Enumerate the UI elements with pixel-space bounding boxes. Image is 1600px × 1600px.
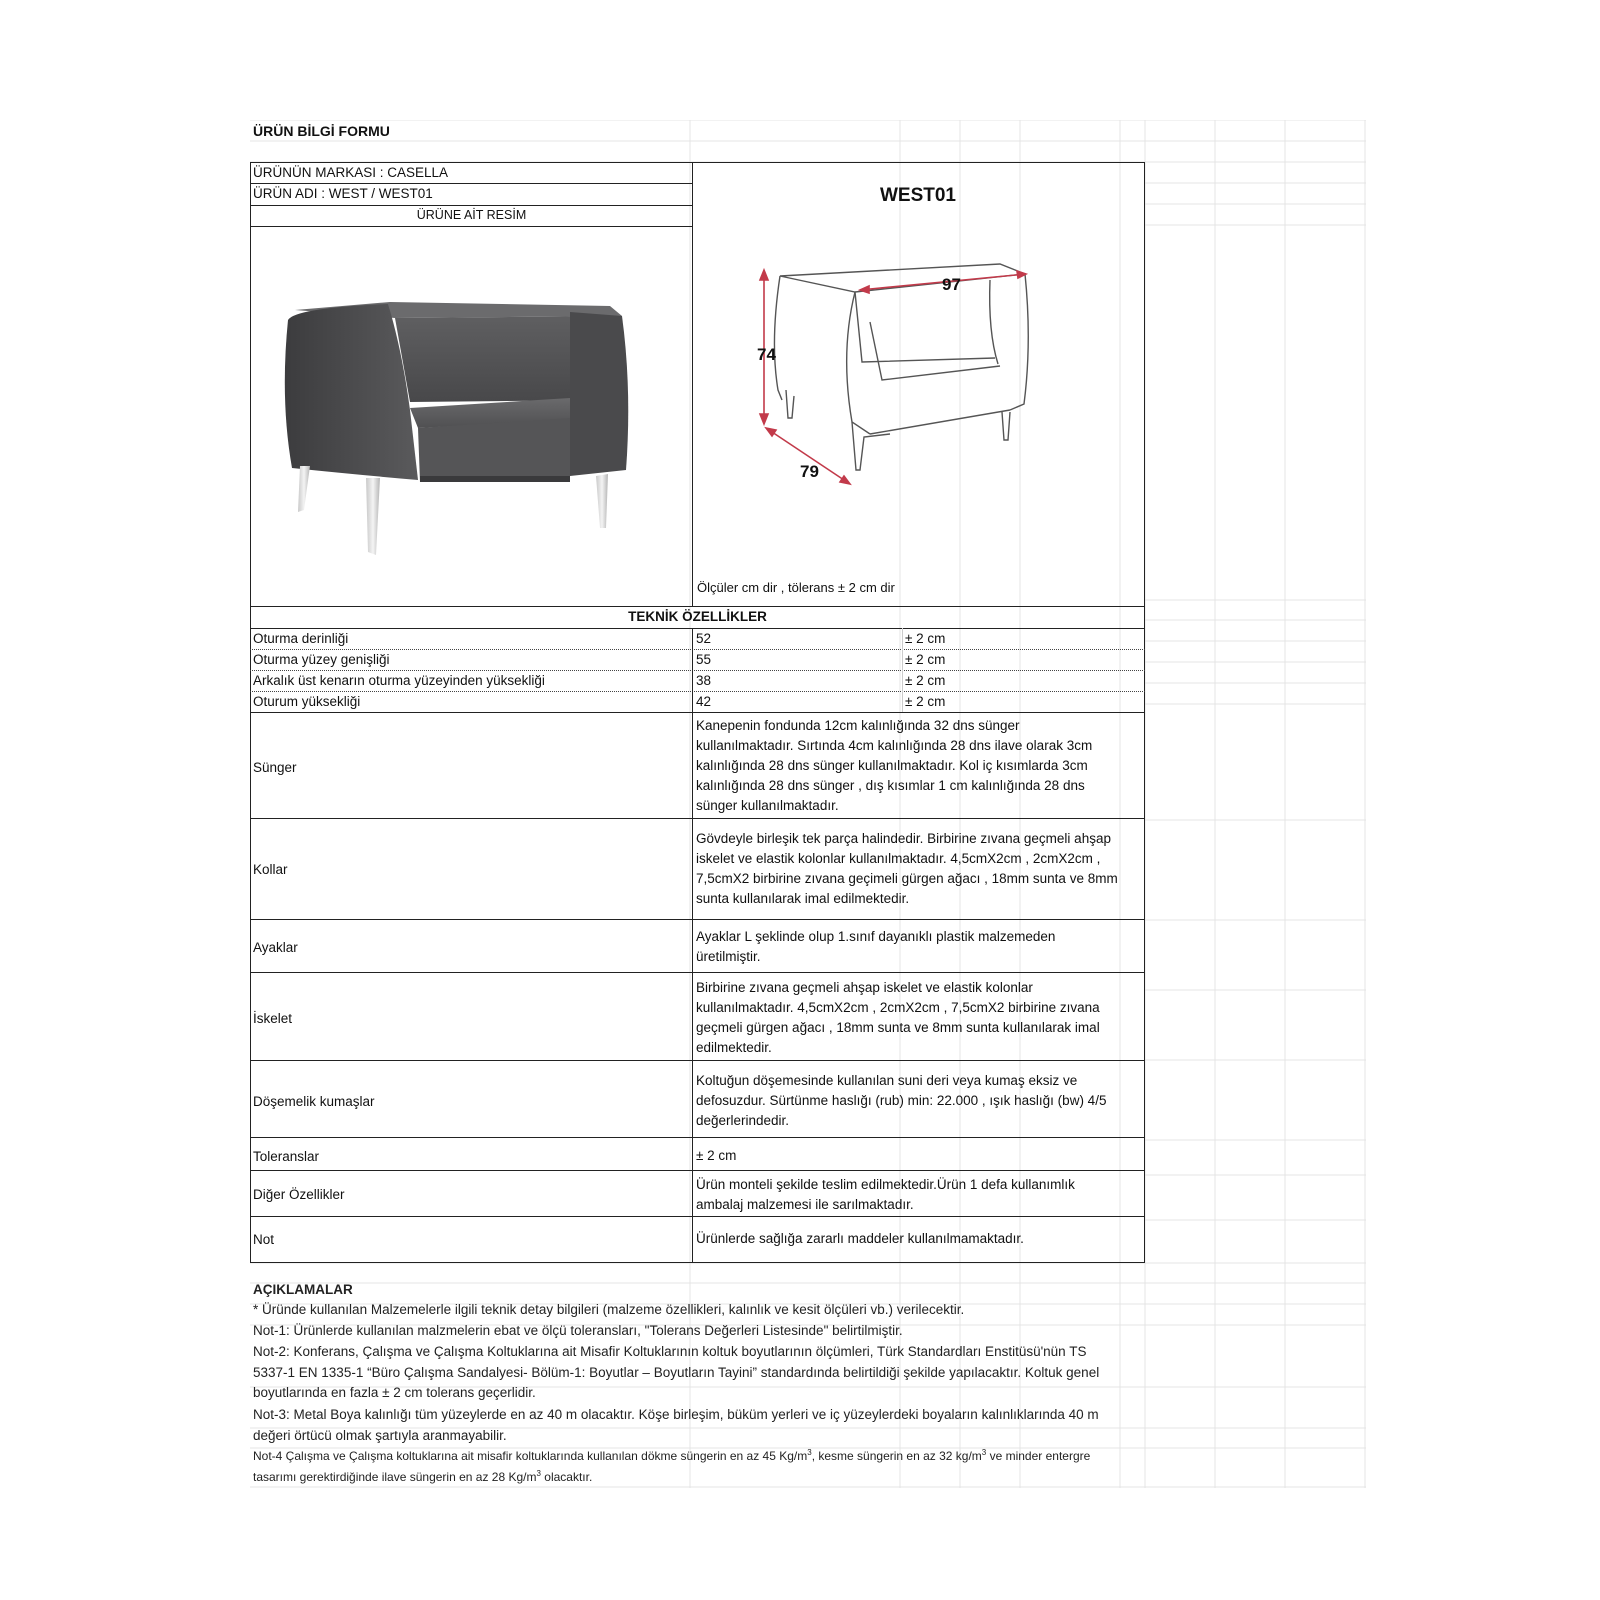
notes-not2: Not-2: Konferans, Çalışma ve Çalışma Koltuklarına ait Misafir Koltuklarının koltuk boyutlarının ölçümleri, Türk Standardları Enstitüsü'nün TS 5337-1 EN 1335-1 “Büro Çalışma Sandalyesi- Bölüm-1: Boyutlar – Boyutların Tayini” standardında belirtildiği şekilde yapılacaktır. Koltuk genel boyutlarında en fazla ± 2 cm tolerans geçerlidir. [253,1344,1100,1400]
notes-header: AÇIKLAMALAR [253,1282,353,1297]
tech-value-2: 38 [696,673,712,688]
spec-label-kollar: Kollar [253,862,288,877]
spec-label-toleranslar: Toleranslar [253,1149,320,1164]
dimensions-note: Ölçüler cm dir , tölerans ± 2 cm dir [697,580,895,595]
spec-label-iskelet: İskelet [253,1011,293,1026]
spec-text-iskelet: Birbirine zıvana geçmeli ahşap iskelet ve elastik kolonlar kullanılmaktadır. 4,5cmX2cm , 2cmX2cm , 7,5cmX2 birbirine zıvana geçmeli gürgen ağacı , 18mm sunta ve 8mm sunta kullanılarak imal edilmektedir. [696,980,1100,1055]
model-code: WEST01 [879,185,957,206]
spec-text-ayaklar: Ayaklar L şeklinde olup 1.sınıf dayanıklı plastik malzemeden üretilmiştir. [696,929,1056,964]
tech-tol-2: ± 2 cm [905,673,946,688]
spec-text-kumas: Koltuğun döşemesinde kullanılan suni deri veya kumaş eksiz ve defosuzdur. Sürtünme haslığı (rub) min: 22.000 , ışık haslığı (bw) 4/5 değerlerindedir. [696,1073,1107,1128]
tech-value-3: 42 [696,694,712,709]
depth-dimension: 79 [800,462,819,481]
spec-text-diger: Ürün monteli şekilde teslim edilmektedir.Ürün 1 defa kullanımlık ambalaj malzemesi ile sarılmaktadır. [696,1177,1075,1212]
height-dimension: 74 [757,345,776,364]
product-name-line: ÜRÜN ADI : WEST / WEST01 [253,186,433,201]
tech-tol-1: ± 2 cm [905,652,946,667]
notes-not1: Not-1: Ürünlerde kullanılan malzmelerin ebat ve ölçü toleransları, "Tolerans Değerleri Listesinde" belirtilmiştir. [253,1323,903,1338]
armchair-photo [270,290,650,570]
tech-label-3: Oturum yüksekliği [253,694,361,709]
spec-text-kollar: Gövdeyle birleşik tek parça halindedir. Birbirine zıvana geçmeli ahşap iskelet ve elastik kolonlar kullanılmaktadır. 4,5cmX2cm , 2cmX2cm , 7,5cmX2 birbirine zıvana geçimeli gürgen ağacı , 18mm sunta ve 8mm sunta kullanılarak imal edilmektedir. [696,831,1118,906]
tech-label-1: Oturma yüzey genişliği [253,652,390,667]
spec-text-not: Ürünlerde sağlığa zararlı maddeler kullanılmamaktadır. [696,1231,1024,1246]
form-title: ÜRÜN BİLGİ FORMU [253,123,390,139]
tech-value-0: 52 [696,631,712,646]
width-dimension: 97 [942,275,961,294]
picture-header: ÜRÜNE AİT RESİM [416,208,527,222]
spec-label-ayaklar: Ayaklar [253,940,298,955]
spec-label-diger: Diğer Özellikler [253,1187,345,1202]
spec-label-sunger: Sünger [253,760,297,775]
tech-tol-3: ± 2 cm [905,694,946,709]
notes-not3: Not-3: Metal Boya kalınlığı tüm yüzeylerde en az 40 m olacaktır. Köşe birleşim, büküm yerleri ve iç yüzeylerdeki boyaların kalınlıklarında 40 m değeri örtücü olmak şartıyla aranmayabilir. [253,1407,1099,1443]
tech-label-2: Arkalık üst kenarın oturma yüzeyinden yüksekliği [253,673,545,688]
spec-text-sunger: Kanepenin fondunda 12cm kalınlığında 32 dns sünger kullanılmaktadır. Sırtında 4cm kalınlığında 28 dns ilave olarak 3cm kalınlığında 28 dns sünger kullanılmaktadır. Kol iç kısımlarda 3cm kalınlığında 28 dns sünger , dış kısımlar 1 cm kalınlığında 28 dns sünger kullanılmaktadır. [696,718,1093,813]
tech-header: TEKNİK ÖZELLİKLER [628,609,767,624]
brand-line: ÜRÜNÜN MARKASI : CASELLA [253,165,449,180]
dimension-drawing [740,262,1080,502]
tech-value-1: 55 [696,652,712,667]
spec-label-not: Not [253,1232,275,1247]
tech-label-0: Oturma derinliği [253,631,349,646]
spec-label-kumas: Döşemelik kumaşlar [253,1094,375,1109]
notes-not4: Not-4 Çalışma ve Çalışma koltuklarına ait misafir koltuklarında kullanılan dökme süngerin en az 45 $Kg/m^3$, kesme süngerin en az 32 $kg/m^3$ ve minder entergre tasarımı gerektirdiğinde ilave süngerin en az 28 $Kg/m^3$ olacaktır. [253,1448,1091,1484]
notes-star: * Üründe kullanılan Malzemelerle ilgili teknik detay bilgileri (malzeme özellikleri, kalınlık ve kesit ölçüleri vb.) verilecektir. [253,1302,965,1317]
spec-text-toleranslar: ± 2 cm [696,1148,737,1163]
tech-tol-0: ± 2 cm [905,631,946,646]
